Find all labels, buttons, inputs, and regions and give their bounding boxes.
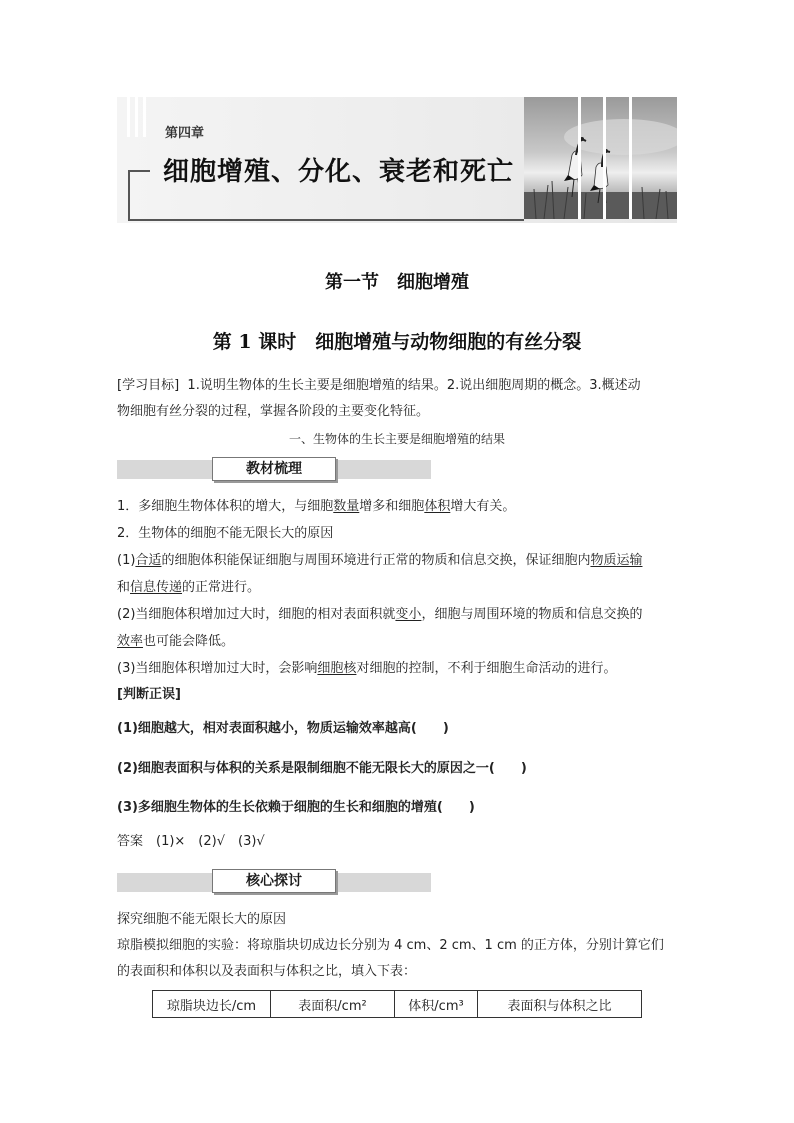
table-header-cell: 体积/cm³	[395, 991, 478, 1018]
photo-divider	[578, 97, 581, 219]
lesson-title: 第 1 课时 细胞增殖与动物细胞的有丝分裂	[212, 331, 582, 353]
banner-stripe	[143, 97, 146, 137]
textbook-review-label: 教材梳理	[212, 457, 336, 481]
explore-title: 探究细胞不能无限长大的原因	[117, 912, 287, 927]
judge-question-1: (1)细胞越大，相对表面积越小，物质运输效率越高( )	[117, 721, 449, 736]
paragraph-1: 1．多细胞生物体体积的增大，与细胞数量增多和细胞体积增大有关。	[117, 499, 516, 514]
banner-bracket-line	[128, 170, 150, 172]
judge-label: [判断正误]	[117, 687, 181, 702]
learning-objectives-line-2: 物细胞有丝分裂的过程，掌握各阶段的主要变化特征。	[117, 404, 430, 419]
table-header-cell: 琼脂块边长/cm	[153, 991, 271, 1018]
paragraph-2: 2．生物体的细胞不能无限长大的原因	[117, 526, 334, 541]
judge-question-3: (3)多细胞生物体的生长依赖于细胞的生长和细胞的增殖( )	[117, 800, 475, 815]
paragraph-3: (1)合适的细胞体积能保证细胞与周围环境进行正常的物质和信息交换，保证细胞内物质运输	[117, 553, 643, 568]
learning-objectives-line-1	[117, 373, 679, 399]
banner-stripe	[135, 97, 138, 137]
table-header-row	[153, 991, 642, 1018]
core-discussion-label: 核心探讨	[212, 869, 336, 893]
table-header-cell: 表面积/cm²	[271, 991, 395, 1018]
objectives-label: [学习目标]	[117, 378, 180, 393]
banner-bottom-line	[128, 219, 524, 221]
crane-illustration	[524, 97, 677, 219]
table-header-cell: 表面积与体积之比	[478, 991, 642, 1018]
judge-question-2: (2)细胞表面积与体积的关系是限制细胞不能无限长大的原因之一( )	[117, 761, 527, 776]
photo-divider	[603, 97, 606, 219]
agar-cube-table	[152, 990, 642, 1018]
paragraph-7: (3)当细胞体积增加过大时，会影响细胞核对细胞的控制，不利于细胞生命活动的进行。	[117, 661, 617, 676]
banner-bracket-line	[128, 170, 130, 220]
banner-stripe	[127, 97, 130, 137]
chapter-title: 细胞增殖、分化、衰老和死亡	[163, 157, 515, 187]
paragraph-5: (2)当细胞体积增加过大时，细胞的相对表面积就变小，细胞与周围环境的物质和信息交换的	[117, 607, 643, 622]
paragraph-4: 和信息传递的正常进行。	[117, 580, 261, 595]
photo-divider	[629, 97, 632, 219]
crane-photo	[524, 97, 677, 219]
answer-line: 答案 (1)× (2)√ (3)√	[117, 834, 265, 849]
paragraph-6: 效率也可能会降低。	[117, 634, 235, 649]
explore-text-line-2: 的表面积和体积以及表面积与体积之比，填入下表：	[117, 964, 417, 979]
explore-text-line-1: 琼脂模拟细胞的实验：将琼脂块切成边长分别为 4 cm、2 cm、1 cm 的正方体，分别计算它们	[117, 938, 664, 953]
section-title: 第一节 细胞增殖	[325, 272, 469, 293]
part-heading: 一、生物体的生长主要是细胞增殖的结果	[288, 432, 505, 446]
chapter-number: 第四章	[165, 126, 205, 141]
objectives-text: 1.说明生物体的生长主要是细胞增殖的结果。2.说出细胞周期的概念。3.概述动	[187, 378, 641, 393]
